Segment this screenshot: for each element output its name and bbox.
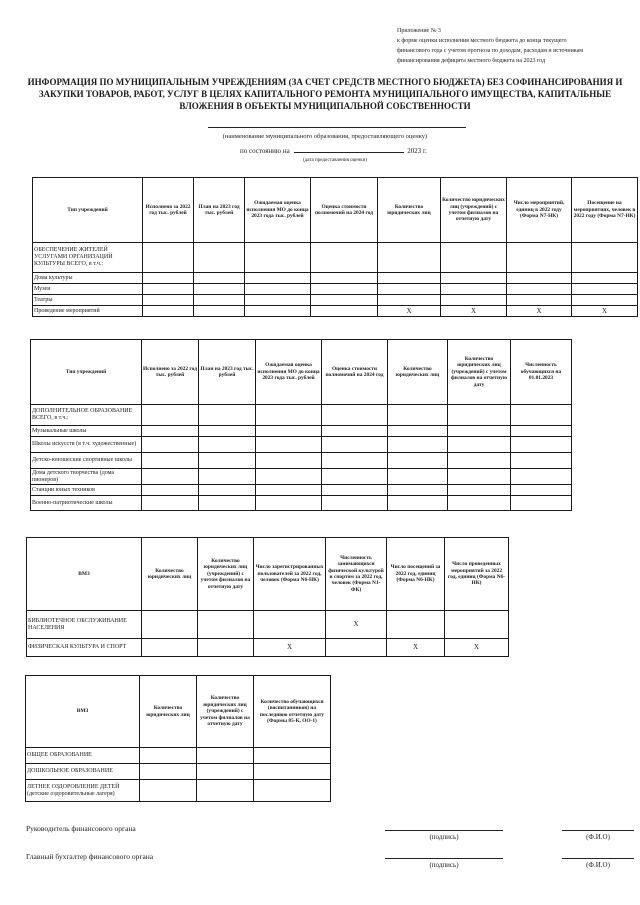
table-cell[interactable] — [256, 496, 322, 511]
table-row — [26, 748, 331, 764]
column-header: Количество юридических лиц (учреждений) с учетом филиалов на отчетную дату — [198, 538, 254, 611]
table-cell[interactable] — [199, 469, 256, 485]
table-row — [26, 780, 331, 802]
row-label: Станции юных техников — [31, 485, 142, 496]
table-cell[interactable] — [388, 485, 448, 496]
column-header: Численность занимающихся физической культурой и спортом за 2022 год, человек (Форма N1-ФК) — [326, 538, 387, 611]
column-header: Оценка стоимости полномочий на 2024 год — [322, 340, 388, 405]
table-cell[interactable] — [441, 295, 507, 306]
column-header: Количество обучающихся (воспитанников) на последнюю отчетную дату (Формы 85-К, ОО-1) — [254, 676, 331, 748]
table-cell[interactable] — [197, 764, 254, 780]
table-row — [27, 639, 509, 657]
table-row — [31, 426, 572, 437]
column-header: Количество юридических лиц — [140, 676, 197, 748]
table-row — [31, 496, 572, 511]
table-cell[interactable] — [256, 485, 322, 496]
table-cell[interactable] — [256, 469, 322, 485]
table-cell[interactable] — [387, 611, 445, 639]
table-row — [31, 453, 572, 469]
date-caption: (дата предоставления оценки) — [303, 158, 367, 163]
table-cell[interactable] — [448, 496, 511, 511]
column-header: Число проведенных мероприятий за 2022 год, единиц (Форма N6-НК) — [445, 538, 509, 611]
signature-caption: (подпись) — [429, 861, 459, 869]
table-header-row — [27, 538, 509, 611]
table-row — [31, 437, 572, 453]
table-row — [33, 295, 638, 306]
table-cell[interactable] — [142, 496, 199, 511]
table-cell[interactable] — [256, 426, 322, 437]
row-label: Музыкальные школы — [31, 426, 142, 437]
table-cell[interactable] — [199, 426, 256, 437]
table-cell[interactable] — [199, 437, 256, 453]
row-label: ОБЩЕЕ ОБРАЗОВАНИЕ — [26, 748, 140, 764]
table-cell-na: X — [507, 306, 572, 317]
table-row — [26, 764, 331, 780]
table-cell[interactable] — [441, 284, 507, 295]
table-cell[interactable] — [311, 243, 378, 273]
table-cell[interactable] — [388, 426, 448, 437]
table-cell[interactable] — [507, 243, 572, 273]
column-header: Тип учреждений — [31, 340, 142, 405]
table-cell-na: X — [441, 306, 507, 317]
column-header: План на 2023 год тыс. рублей — [194, 178, 245, 243]
row-label: БИБЛИОТЕЧНОЕ ОБСЛУЖИВАНИЕ НАСЕЛЕНИЯ — [27, 611, 142, 639]
table-cell[interactable] — [511, 453, 572, 469]
table-header-row — [31, 340, 572, 405]
table-cell[interactable] — [194, 306, 245, 317]
table-cell-na: X — [326, 611, 387, 639]
table-cell[interactable] — [199, 496, 256, 511]
table-cell[interactable] — [194, 273, 245, 284]
table-row — [31, 485, 572, 496]
row-label: ЛЕТНЕЕ ОЗДОРОВЛЕНИЕ ДЕТЕЙ (детские оздоровительные лагеря) — [26, 780, 140, 802]
appendix-note — [397, 26, 637, 66]
table-row — [31, 405, 572, 426]
head-signature-line[interactable] — [385, 830, 503, 831]
table-row — [33, 306, 638, 317]
column-header: Количество юридических лиц — [388, 340, 448, 405]
table-cell-na: X — [387, 639, 445, 657]
table-cell[interactable] — [511, 426, 572, 437]
row-label: Военно-патриотические школы — [31, 496, 142, 511]
table-cell[interactable] — [322, 485, 388, 496]
table-cell[interactable] — [143, 295, 194, 306]
table-cell[interactable] — [378, 284, 441, 295]
table-cell[interactable] — [507, 273, 572, 284]
column-header: ВМЗ — [27, 538, 142, 611]
table-header-row — [33, 178, 638, 243]
column-header: Количество юридических лиц — [378, 178, 441, 243]
row-label: Школы искусств (в т.ч. художественные) — [31, 437, 142, 453]
head-name-line[interactable] — [562, 830, 634, 831]
table-cell[interactable] — [322, 453, 388, 469]
table-cell[interactable] — [507, 295, 572, 306]
column-header: Тип учреждений — [33, 178, 143, 243]
document-title: ИНФОРМАЦИЯ ПО МУНИЦИПАЛЬНЫМ УЧРЕЖДЕНИЯМ (ЗА СЧЕТ СРЕДСТВ МЕСТНОГО БЮДЖЕТА) БЕЗ СОФИНАНСИРОВАНИЯ И ЗАКУПКИ ТОВАРОВ, РАБОТ, УСЛУГ В ЦЕЛЯХ КАПИТАЛЬНОГО РЕМОНТА МУНИЦИПАЛЬНОГО ИМУЩЕСТВА, КАПИТАЛЬНЫЕ ВЛОЖЕНИЯ В ОБЪЕКТЫ МУНИЦИПАЛЬНОЙ СОБСТВЕННОСТИ — [27, 77, 623, 111]
table-cell[interactable] — [194, 243, 245, 273]
table-cell-na: X — [445, 639, 509, 657]
table-cell-na: X — [572, 306, 638, 317]
table-cell[interactable] — [194, 295, 245, 306]
row-label: ОБЕСПЕЧЕНИЕ ЖИТЕЛЕЙ УСЛУГАМИ ОРГАНИЗАЦИЙ КУЛЬТУРЫ ВСЕГО, в т.ч.: — [33, 243, 143, 273]
row-label: Проведение мероприятий — [33, 306, 143, 317]
table-cell[interactable] — [378, 273, 441, 284]
municipality-name-line[interactable] — [208, 127, 466, 128]
table-row — [31, 469, 572, 485]
table-cell[interactable] — [142, 405, 199, 426]
table-row — [27, 611, 509, 639]
column-header: Численность обучающихся на 01.01.2023 — [511, 340, 572, 405]
table-cell[interactable] — [140, 748, 197, 764]
column-header: Число зарегистрированных пользователей за 2022 год, человек (Форма N6-НК) — [254, 538, 326, 611]
table-cell[interactable] — [142, 469, 199, 485]
table-cell[interactable] — [311, 273, 378, 284]
accountant-name-line[interactable] — [562, 858, 634, 859]
column-header: Количество юридических лиц — [142, 538, 198, 611]
column-header: Число мероприятий, единиц в 2022 году (Форма N7-НК) — [507, 178, 572, 243]
row-label: Музеи — [33, 284, 143, 295]
table-row — [33, 284, 638, 295]
table-cell[interactable] — [256, 453, 322, 469]
row-label: Театры — [33, 295, 143, 306]
table-cell[interactable] — [142, 485, 199, 496]
table-row — [33, 243, 638, 273]
appendix-line: Приложение № 3 — [397, 28, 441, 34]
table-cell[interactable] — [311, 284, 378, 295]
table-cell[interactable] — [378, 295, 441, 306]
table-cell[interactable] — [448, 426, 511, 437]
table-cell[interactable] — [254, 611, 326, 639]
table-cell[interactable] — [254, 748, 331, 764]
table-cell[interactable] — [143, 243, 194, 273]
table-cell[interactable] — [142, 611, 198, 639]
table-cell[interactable] — [311, 306, 378, 317]
table-cell[interactable] — [245, 284, 311, 295]
date-prefix: по состоянию на — [240, 147, 290, 155]
table-cell[interactable] — [322, 469, 388, 485]
table-cell[interactable] — [245, 306, 311, 317]
table-cell[interactable] — [322, 405, 388, 426]
table-cell[interactable] — [197, 780, 254, 802]
libraries-sport-table — [26, 537, 509, 657]
table-cell-na: X — [254, 639, 326, 657]
table-cell[interactable] — [445, 611, 509, 639]
accountant-signature-line[interactable] — [385, 858, 503, 859]
table-cell[interactable] — [142, 437, 199, 453]
row-label: Детско-юношеские спортивные школы — [31, 453, 142, 469]
column-header: Количество юридических лиц (учреждений) с учетом филиалов на отчетную дату — [448, 340, 511, 405]
table-cell[interactable] — [143, 273, 194, 284]
table-cell[interactable] — [448, 469, 511, 485]
table-cell[interactable] — [441, 273, 507, 284]
table-cell[interactable] — [441, 243, 507, 273]
column-header: Исполнено за 2022 год тыс. рублей — [142, 340, 199, 405]
table-cell[interactable] — [256, 405, 322, 426]
date-suffix: 2023 г. — [407, 147, 427, 155]
column-header: Оценка стоимости полномочий на 2024 год — [311, 178, 378, 243]
column-header: План на 2023 год тыс. рублей — [199, 340, 256, 405]
date-field[interactable] — [294, 146, 404, 153]
row-label: ФИЗИЧЕСКАЯ КУЛЬТУРА И СПОРТ — [27, 639, 142, 657]
table-cell[interactable] — [388, 437, 448, 453]
date-row — [240, 146, 427, 155]
column-header: Посещение на мероприятиях, человек в 2022 году (Форма N7-НК) — [572, 178, 638, 243]
table-cell[interactable] — [194, 284, 245, 295]
additional-education-table — [30, 339, 572, 511]
signature-caption: (подпись) — [429, 833, 459, 841]
table-cell[interactable] — [378, 243, 441, 273]
table-cell[interactable] — [143, 306, 194, 317]
table-cell[interactable] — [142, 453, 199, 469]
table-cell[interactable] — [572, 273, 638, 284]
column-header: Исполнено за 2022 год тыс. рублей — [143, 178, 194, 243]
table-cell[interactable] — [256, 437, 322, 453]
table-cell[interactable] — [511, 405, 572, 426]
name-caption: (Ф.И.О) — [586, 861, 610, 869]
row-label: ДОШКОЛЬНОЕ ОБРАЗОВАНИЕ — [26, 764, 140, 780]
table-cell[interactable] — [311, 295, 378, 306]
column-header: Ожидаемая оценка исполнения МО до конца 2023 года тыс. рублей — [256, 340, 322, 405]
table-cell[interactable] — [572, 243, 638, 273]
table-cell[interactable] — [507, 284, 572, 295]
table-row — [33, 273, 638, 284]
appendix-line: к форме оценки исполнения местного бюджета до конца текущего — [397, 38, 567, 44]
appendix-line: финансового года с учетом прогноза по доходам, расходам и источникам — [397, 48, 584, 54]
name-caption: (Ф.И.О) — [586, 833, 610, 841]
table-cell[interactable] — [140, 780, 197, 802]
table-cell[interactable] — [388, 469, 448, 485]
table-cell[interactable] — [511, 437, 572, 453]
head-of-finance-label: Руководитель финансового органа — [26, 824, 136, 833]
table-cell-na: X — [378, 306, 441, 317]
table-cell[interactable] — [388, 405, 448, 426]
culture-institutions-table — [32, 177, 638, 317]
table-cell[interactable] — [511, 496, 572, 511]
table-cell[interactable] — [197, 748, 254, 764]
table-cell[interactable] — [511, 485, 572, 496]
table-header-row — [26, 676, 331, 748]
table-cell[interactable] — [322, 496, 388, 511]
row-label: Дома культуры — [33, 273, 143, 284]
table-cell[interactable] — [198, 611, 254, 639]
education-table — [25, 675, 331, 802]
table-cell[interactable] — [448, 405, 511, 426]
table-cell[interactable] — [572, 295, 638, 306]
table-cell[interactable] — [245, 295, 311, 306]
table-cell[interactable] — [511, 469, 572, 485]
appendix-line: финансирования дефицита местного бюджета на 2023 год — [397, 58, 546, 64]
table-cell[interactable] — [199, 405, 256, 426]
table-cell[interactable] — [388, 453, 448, 469]
table-cell[interactable] — [254, 764, 331, 780]
column-header: Ожидаемая оценка исполнения МО до конца 2023 года тыс. рублей — [245, 178, 311, 243]
table-cell[interactable] — [199, 453, 256, 469]
column-header: Количество юридических лиц (учреждений) с учетом филиалов на отчетную дату — [441, 178, 507, 243]
table-cell[interactable] — [199, 485, 256, 496]
column-header: ВМЗ — [26, 676, 140, 748]
table-cell[interactable] — [254, 780, 331, 802]
municipality-name-caption: (наименование муниципального образования, предоставляющего оценку) — [222, 133, 428, 140]
row-label: ДОПОЛНИТЕЛЬНОЕ ОБРАЗОВАНИЕ ВСЕГО, в т.ч.: — [31, 405, 142, 426]
table-cell[interactable] — [198, 639, 254, 657]
table-cell[interactable] — [143, 284, 194, 295]
table-cell[interactable] — [142, 639, 198, 657]
chief-accountant-label: Главный бухгалтер финансового органа — [26, 852, 154, 861]
table-cell[interactable] — [448, 485, 511, 496]
column-header: Число посещений за 2022 год, единиц (Форма N6-НК) — [387, 538, 445, 611]
table-cell[interactable] — [140, 764, 197, 780]
table-cell[interactable] — [388, 496, 448, 511]
table-cell[interactable] — [142, 426, 199, 437]
table-cell[interactable] — [448, 453, 511, 469]
table-cell[interactable] — [245, 273, 311, 284]
row-label: Дома детского творчества (дома пионеров) — [31, 469, 142, 485]
column-header: Количество юридических лиц (учреждений) с учетом филиалов на отчетную дату — [197, 676, 254, 748]
table-cell[interactable] — [448, 437, 511, 453]
table-cell[interactable] — [245, 243, 311, 273]
table-cell[interactable] — [572, 284, 638, 295]
table-cell[interactable] — [322, 426, 388, 437]
table-cell[interactable] — [326, 639, 387, 657]
table-cell[interactable] — [322, 437, 388, 453]
